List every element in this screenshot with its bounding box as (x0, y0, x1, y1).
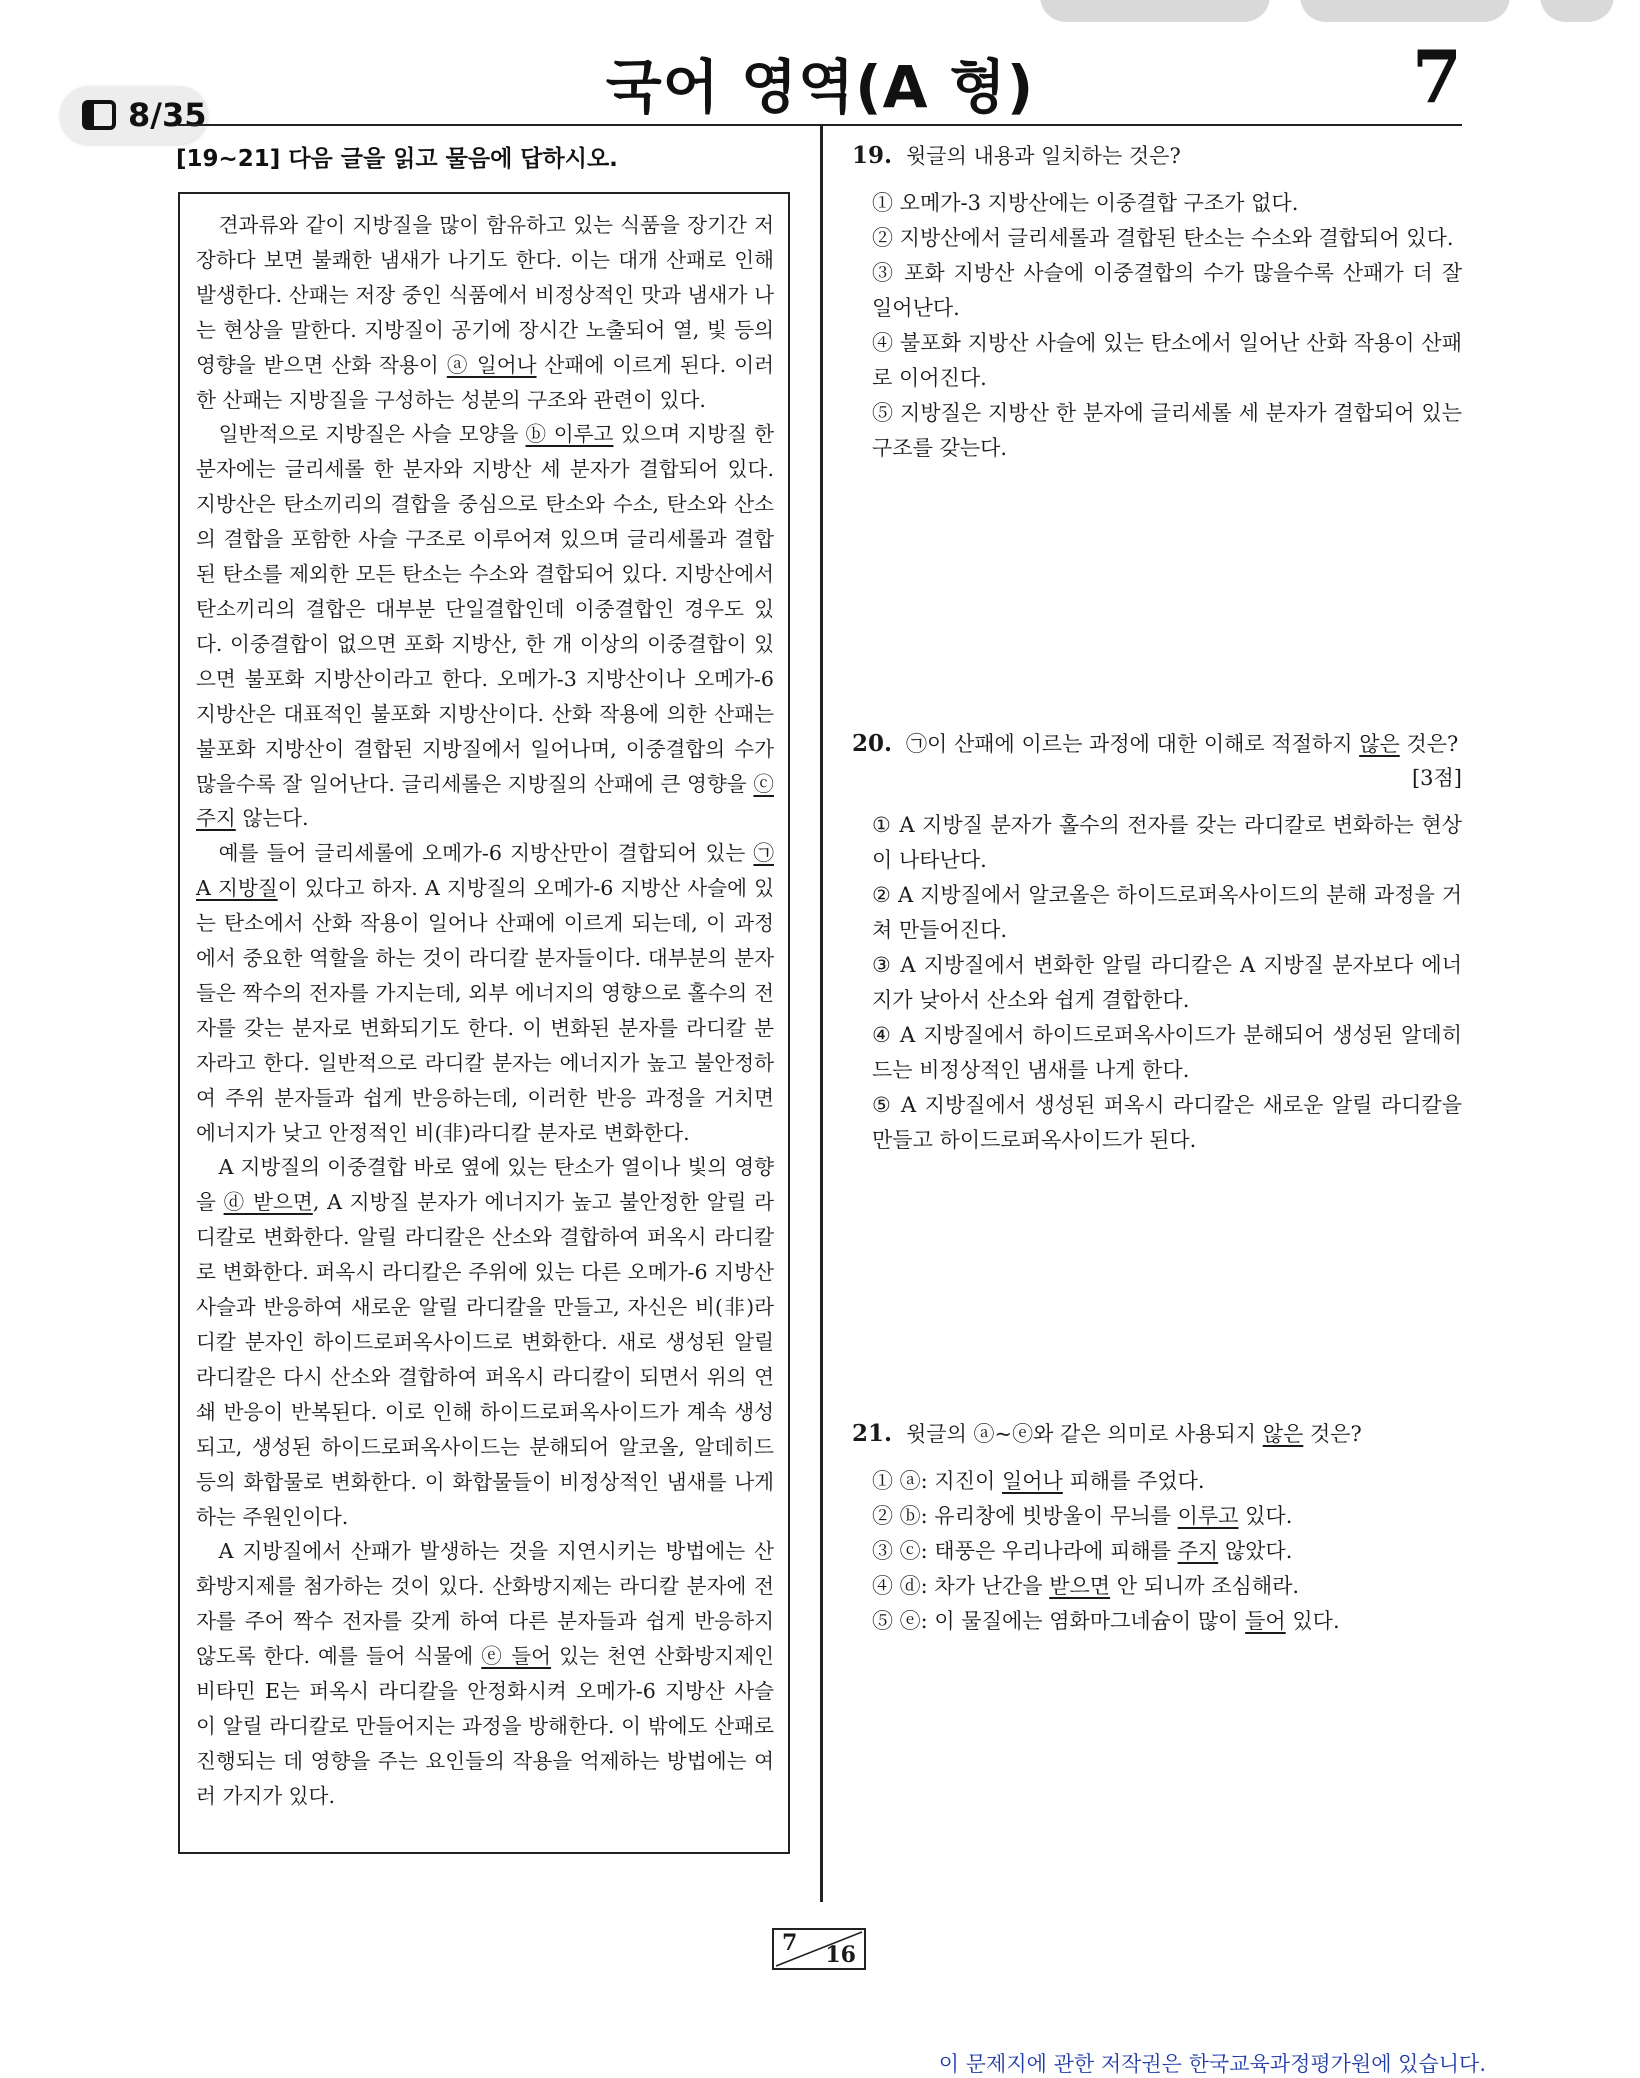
option-item[interactable]: ③ 포화 지방산 사슬에 이중결합의 수가 많을수록 산패가 더 잘 일어난다. (872, 261, 1462, 320)
passage-text: 일반적으로 지방질은 사슬 모양을 (218, 422, 526, 447)
passage-text: A 지방질에서 산패가 발생하는 것을 지연시키는 방법에는 산화방지제를 첨가하는 것이 있다. 산화방지제는 라디칼 분자에 전자를 주어 짝수 전자를 갖게 하여 다른 분자들과 쉽게 반응하지 않도록 한다. 예를 들어 식물에 (196, 1539, 774, 1669)
option-underlined-word: 들어 (1245, 1609, 1286, 1633)
option-text: ① ⓐ: 지진이 (872, 1469, 1002, 1493)
passage-text: A 지방질의 이중결합 바로 옆에 있는 탄소가 열이나 빛의 영향을 (196, 1155, 774, 1215)
question-number: 20. (852, 730, 893, 757)
underlined-negation: 않은 (1359, 732, 1400, 756)
option-item[interactable]: ② 지방산에서 글리세롤과 결합된 탄소는 수소와 결합되어 있다. (872, 226, 1454, 250)
option-text: ④ ⓓ: 차가 난간을 (872, 1574, 1050, 1598)
option-underlined-word: 이루고 (1177, 1504, 1239, 1528)
question-number: 21. (852, 1420, 893, 1447)
passage-text: 예를 들어 글리세롤에 오메가-6 지방산만이 결합되어 있는 (218, 841, 754, 866)
passage-paragraph (196, 836, 774, 1150)
option-item[interactable]: ④ 불포화 지방산 사슬에 있는 탄소에서 일어난 산화 작용이 산패로 이어진다. (872, 331, 1462, 390)
passage-text: 견과류와 같이 지방질을 많이 함유하고 있는 식품을 장기간 저장하다 보면 불쾌한 냄새가 나기도 한다. 이는 대개 산패로 인해 발생한다. 산패는 저장 중인 식품에서 비정상적인 맛과 냄새가 나는 현상을 말한다. 지방질이 공기에 장시간 노출되어 열, 빛 등의 영향을 받으면 산화 작용이 (196, 213, 774, 377)
option-text: 피해를 주었다. (1062, 1469, 1205, 1493)
option-list (852, 808, 1462, 1158)
option-list (852, 1464, 1462, 1639)
page-title: 국어 영역(A 형) (605, 53, 1035, 121)
underlined-negation: 않은 (1262, 1422, 1304, 1446)
passage-paragraph (196, 208, 774, 417)
passage-text: 있으며 지방질 한 분자에는 글리세롤 한 분자와 지방산 세 분자가 결합되어 있다. 지방산은 탄소끼리의 결합을 중심으로 탄소와 수소, 탄소와 산소의 결합을 포함한 사슬 구조로 이루어져 있으며 글리세롤과 결합된 탄소를 제외한 모든 탄소는 수소와 결합되어 있다. 지방산에서 탄소끼리의 결합은 대부분 단일결합인데 이중결합인 경우도 있다. 이중결합이 없으면 포화 지방산, 한 개 이상의 이중결합이 있으면 불포화 지방산이라고 한다. 오메가-3 지방산이나 오메가-6 지방산은 대표적인 불포화 지방산이다. 산화 작용에 의한 산패는 불포화 지방산이 결합된 지방질에서 일어나며, 이중결합의 수가 많을수록 잘 일어난다. 글리세롤은 지방질의 산패에 큰 영향을 (196, 422, 774, 796)
page-indicator-text: 8/35 (128, 96, 207, 134)
question-text: 윗글의 내용과 일치하는 것은? (906, 144, 1181, 168)
option-item[interactable]: ⑤ A 지방질에서 생성된 퍼옥시 라디칼은 새로운 알릴 라디칼을 만들고 하이드로퍼옥사이드가 된다. (872, 1093, 1462, 1152)
points-badge: [3점] (1411, 766, 1462, 790)
question-number: 19. (852, 142, 893, 169)
option-text: ② ⓑ: 유리창에 빗방울이 무늬를 (872, 1504, 1178, 1528)
option-underlined-word: 받으면 (1049, 1574, 1111, 1598)
question-text-part: 것은? (1399, 732, 1459, 756)
viewer-toolbar-button[interactable] (1300, 0, 1510, 22)
question-text-part: 윗글의 ⓐ~ⓔ와 같은 의미로 사용되지 (906, 1422, 1263, 1446)
passage-paragraph (196, 1150, 774, 1534)
option-text: 않았다. (1218, 1539, 1293, 1563)
option-item[interactable] (872, 1464, 1462, 1499)
option-item[interactable] (872, 1569, 1462, 1604)
option-item[interactable]: ④ A 지방질에서 하이드로퍼옥사이드가 분해되어 생성된 알데히드는 비정상적인 냄새를 나게 한다. (872, 1023, 1462, 1082)
passage-paragraph (196, 1534, 774, 1813)
option-underlined-word: 일어나 (1001, 1469, 1063, 1493)
option-item[interactable] (872, 1534, 1462, 1569)
option-text: ③ ⓒ: 태풍은 우리나라에 피해를 (872, 1539, 1178, 1563)
option-item[interactable]: ① A 지방질 분자가 홀수의 전자를 갖는 라디칼로 변화하는 현상이 나타난다. (872, 813, 1462, 872)
page-count-box (772, 1928, 866, 1970)
option-item[interactable]: ⑤ 지방질은 지방산 한 분자에 글리세롤 세 분자가 결합되어 있는 구조를 갖는다. (872, 401, 1462, 460)
option-item[interactable] (872, 1604, 1462, 1639)
option-item[interactable]: ③ A 지방질에서 변화한 알릴 라디칼은 A 지방질 분자보다 에너지가 낮아서 산소와 쉽게 결합한다. (872, 953, 1462, 1012)
question-stem (852, 140, 1462, 170)
viewer-toolbar-button[interactable] (1540, 0, 1614, 22)
passage-text: 이 있다고 하자. A 지방질의 오메가-6 지방산 사슬에 있는 탄소에서 산화 작용이 일어나 산패에 이르게 되는데, 이 과정에서 중요한 역할을 하는 것이 라디칼 분자들이다. 대부분의 분자들은 짝수의 전자를 가지는데, 외부 에너지의 영향으로 홀수의 전자를 갖는 분자로 변화되기도 한다. 이 변화된 분자를 라디칼 분자라고 한다. 일반적으로 라디칼 분자는 에너지가 높고 불안정하여 주위 분자들과 쉽게 반응하는데, 이러한 반응 과정을 거치면 에너지가 낮고 안정적인 비(非)라디칼 분자로 변화한다. (196, 876, 775, 1145)
underlined-word-d: ⓓ 받으면 (223, 1190, 313, 1215)
passage-text: 있는 천연 산화방지제인 비타민 E는 퍼옥시 라디칼을 안정화시켜 오메가-6 지방산 사슬이 알릴 라디칼로 만들어지는 과정을 방해한다. 이 밖에도 산패로 진행되는 데 영향을 주는 요인들의 작용을 억제하는 방법에는 여러 가지가 있다. (196, 1644, 774, 1808)
total-pages: 16 (825, 1942, 856, 1968)
question-text-part: 것은? (1303, 1422, 1362, 1446)
underlined-word-a: ⓐ 일어나 (446, 352, 537, 377)
reading-passage (178, 192, 790, 1854)
question-text-part: ㉠이 산패에 이르는 과정에 대한 이해로 적절하지 (906, 732, 1360, 756)
question-19 (852, 140, 1462, 466)
question-text (906, 728, 1458, 758)
column-divider (820, 126, 823, 1902)
passage-text: , A 지방질 분자가 에너지가 높고 불안정한 알릴 라디칼로 변화한다. 알릴 라디칼은 산소와 결합하여 퍼옥시 라디칼로 변화한다. 퍼옥시 라디칼은 주위에 있는 다른 오메가-6 지방산 사슬과 반응하여 새로운 알릴 라디칼을 만들고, 자신은 비(非)라디칼 분자인 하이드로퍼옥사이드로 변화한다. 새로 생성된 알릴 라디칼은 다시 산소와 결합하여 퍼옥시 라디칼이 되면서 위의 연쇄 반응이 반복된다. 이로 인해 하이드로퍼옥사이드가 계속 생성되고, 생성된 하이드로퍼옥사이드는 분해되어 알코올, 알데히드 등의 화합물로 변화한다. 이 화합물들이 비정상적인 냄새를 나게 하는 주원인이다. (196, 1190, 774, 1529)
option-text: 있다. (1238, 1504, 1293, 1528)
underlined-word-b: ⓑ 이루고 (525, 422, 614, 447)
underlined-word-e: ⓔ 들어 (481, 1644, 552, 1669)
option-item[interactable]: ② A 지방질에서 알코올은 하이드로퍼옥사이드의 분해 과정을 거쳐 만들어진다. (872, 883, 1462, 942)
question-stem (852, 1418, 1462, 1448)
underlined-word-c: ⓒ 주지 (196, 771, 774, 831)
option-text: ⑤ ⓔ: 이 물질에는 염화마그네슘이 많이 (872, 1609, 1246, 1633)
question-text (906, 1418, 1362, 1448)
option-item[interactable]: ① 오메가-3 지방산에는 이중결합 구조가 없다. (872, 191, 1299, 215)
page-number: 7 (1411, 34, 1462, 119)
passage-paragraph (196, 417, 774, 836)
question-20 (852, 728, 1462, 1158)
option-list (852, 186, 1462, 466)
question-instruction: [19~21] 다음 글을 읽고 물음에 답하시오. (176, 146, 618, 172)
question-stem (852, 728, 1462, 758)
passage-text: 않는다. (235, 806, 309, 831)
option-underlined-word: 주지 (1177, 1539, 1219, 1563)
option-text: 있다. (1285, 1609, 1340, 1633)
question-21 (852, 1418, 1462, 1639)
copyright-notice: 이 문제지에 관한 저작권은 한국교육과정평가원에 있습니다. (938, 2052, 1486, 2076)
passage-text: 산패에 이르게 된다. 이러한 산패는 지방질을 구성하는 성분의 구조와 관련이 있다. (196, 352, 774, 412)
option-item[interactable] (872, 1499, 1462, 1534)
option-text: 안 되니까 조심해라. (1110, 1574, 1300, 1598)
underlined-term-a-fat: ㉠ A 지방질 (196, 841, 774, 901)
viewer-toolbar-button[interactable] (1040, 0, 1270, 22)
current-page: 7 (782, 1930, 798, 1956)
